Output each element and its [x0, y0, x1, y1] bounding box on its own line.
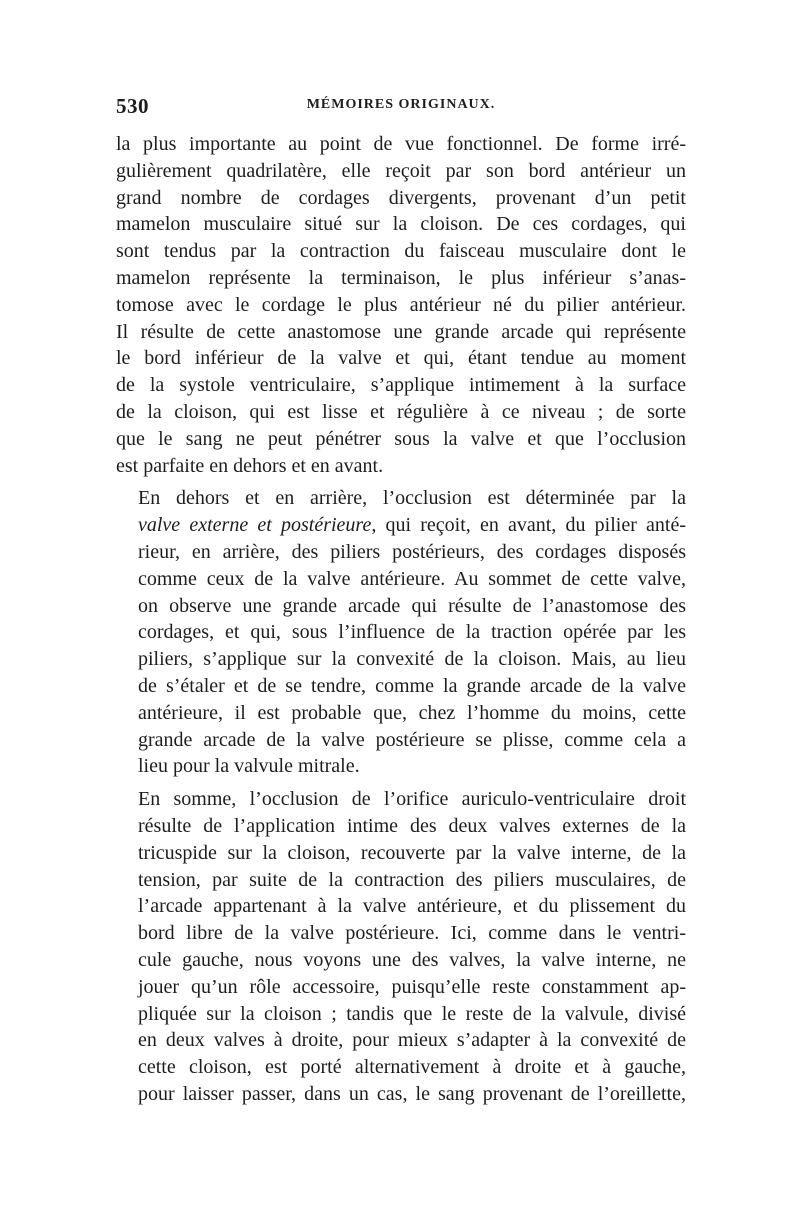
- text-line: grande arcade de la valve postérieure se plisse, comme cela a: [138, 728, 686, 751]
- text-line: tricuspide sur la cloison, recouverte par la valve interne, de la: [138, 841, 686, 864]
- text-line: jouer qu’un rôle accessoire, puisqu’elle reste constamment ap-: [138, 975, 686, 998]
- text-line-rest: , qui reçoit, en avant, du pilier anté-: [371, 514, 686, 537]
- text-line: l’arcade appartenant à la valve antérieure, et du plissement du: [138, 895, 686, 918]
- text-line: grand nombre de cordages divergents, provenant d’un petit: [116, 186, 686, 209]
- text-line: de la cloison, qui est lisse et régulière à ce niveau ; de sorte: [116, 400, 686, 423]
- text-line: cordages, et qui, sous l’influence de la traction opérée par les: [138, 621, 686, 644]
- text-line: on observe une grande arcade qui résulte de l’anastomose des: [138, 594, 686, 617]
- page-number: 530: [116, 94, 149, 118]
- text-line: mamelon musculaire situé sur la cloison. De ces cordages, qui: [116, 213, 686, 236]
- text-line: mamelon représente la terminaison, le plus inférieur s’anas-: [116, 266, 686, 289]
- text-line: Il résulte de cette anastomose une grande arcade qui représente: [116, 320, 686, 343]
- paragraph-2: [116, 485, 686, 780]
- paragraph-1: [116, 131, 686, 479]
- text-line: En dehors et en arrière, l’occlusion est déterminée par la: [138, 487, 686, 510]
- text-line: en deux valves à droite, pour mieux s’adapter à la convexité de: [138, 1029, 686, 1052]
- text-line: rieur, en arrière, des piliers postérieurs, des cordages disposés: [138, 540, 686, 563]
- paragraph-3: [116, 786, 686, 1108]
- text-line: de la systole ventriculaire, s’applique intimement à la surface: [116, 374, 686, 397]
- text-line: piliers, s’applique sur la convexité de la cloison. Mais, au lieu: [138, 648, 686, 671]
- text-line: la plus importante au point de vue fonctionnel. De forme irré-: [116, 133, 686, 155]
- text-line: cule gauche, nous voyons une des valves, la valve interne, ne: [138, 948, 686, 971]
- text-line-with-italic: [116, 512, 686, 539]
- text-line: le bord inférieur de la valve et qui, étant tendue au moment: [116, 347, 686, 370]
- text-line: résulte de l’application intime des deux valves externes de la: [138, 814, 686, 837]
- text-line: de s’étaler et de se tendre, comme la grande arcade de la valve: [138, 674, 686, 697]
- text-line: gulièrement quadrilatère, elle reçoit par son bord antérieur un: [116, 159, 686, 182]
- text-line: est parfaite en dehors et en avant.: [116, 454, 384, 477]
- text-line: cette cloison, est porté alternativement à droite et à gauche,: [138, 1056, 686, 1079]
- text-line: En somme, l’occlusion de l’orifice auriculo-ventriculaire droit: [138, 788, 686, 811]
- italic-term: valve externe et postérieure: [138, 514, 372, 537]
- text-line: antérieure, il est probable que, chez l’homme du moins, cette: [138, 701, 686, 724]
- text-line: sont tendus par la contraction du faisceau musculaire dont le: [116, 240, 686, 263]
- text-line: pliquée sur la cloison ; tandis que le reste de la valvule, divisé: [138, 1002, 686, 1025]
- body-text: [116, 131, 686, 1108]
- text-line: lieu pour la valvule mitrale.: [138, 755, 360, 778]
- text-line: que le sang ne peut pénétrer sous la valve et que l’occlusion: [116, 427, 686, 450]
- running-title: MÉMOIRES ORIGINAUX.: [306, 97, 496, 112]
- text-line: bord libre de la valve postérieure. Ici, comme dans le ventri-: [138, 922, 686, 945]
- text-line: comme ceux de la valve antérieure. Au sommet de cette valve,: [138, 567, 686, 590]
- text-line: tomose avec le cordage le plus antérieur né du pilier antérieur.: [116, 293, 686, 316]
- text-line: tension, par suite de la contraction des piliers musculaires, de: [138, 868, 686, 891]
- page-header: [116, 94, 686, 124]
- text-line: pour laisser passer, dans un cas, le sang provenant de l’oreillette,: [138, 1082, 686, 1105]
